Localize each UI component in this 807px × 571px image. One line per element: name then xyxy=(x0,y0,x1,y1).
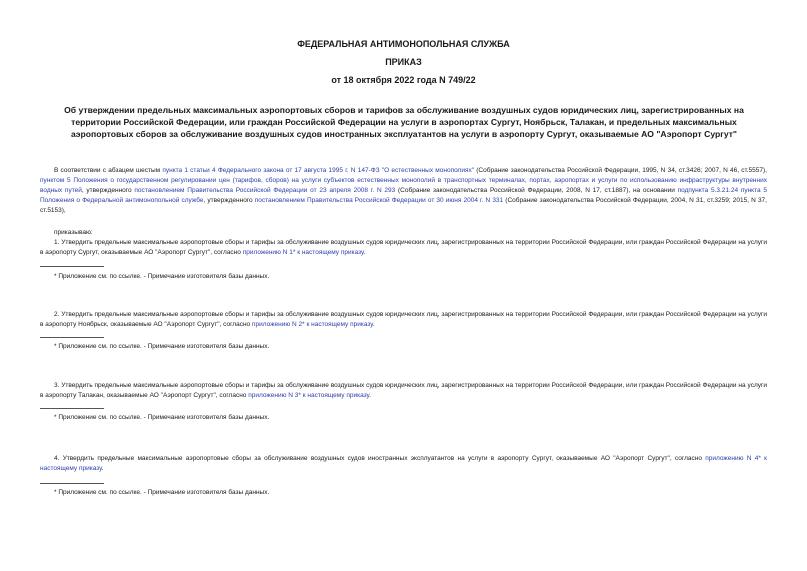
link-appendix-2[interactable]: приложению N 2* к настоящему приказу xyxy=(251,321,373,328)
footnote: * Приложение см. по ссылке. - Примечание изготовителя базы данных. xyxy=(54,414,270,421)
link-appendix-4[interactable]: приложению N 4* к настоящему приказу xyxy=(40,455,767,472)
order-item-4 xyxy=(40,454,767,474)
order-item-text: 2. Утвердить предельные максимальные аэропортовые сборы и тарифы за обслуживание воздушных судов юридических лиц, зарегистрированных на территории Российской Федерации, или граждан Российской Федерации на услуги в аэропорту Ноябрьск, оказываемые АО "Аэропорт Сургут", согласно xyxy=(40,311,767,328)
order-item-text: 1. Утвердить предельные максимальные аэропортовые сборы и тарифы за обслуживание воздушных судов юридических лиц, зарегистрированных на территории Российской Федерации, или граждан Российской Федерации на услуги в аэропорту Сургут, оказываемые АО "Аэропорт Сургут", согласно xyxy=(40,239,767,256)
order-item-text: 4. Утвердить предельные максимальные аэропортовые сборы за обслуживание воздушных судов иностранных эксплуатантов на услуги в аэропорту Сургут, оказываемые АО "Аэропорт Сургут", согласно xyxy=(54,455,706,462)
footnote: * Приложение см. по ссылке. - Примечание изготовителя базы данных. xyxy=(54,343,270,350)
doc-date-number: от 18 октября 2022 года N 749/22 xyxy=(331,75,476,85)
order-item-end: . xyxy=(363,249,366,256)
order-item-end: . xyxy=(372,321,375,328)
order-item-end: . xyxy=(369,392,371,399)
preamble-text: , утвержденного xyxy=(203,197,255,204)
doc-type: ПРИКАЗ xyxy=(385,57,422,67)
order-word: приказываю: xyxy=(54,229,93,236)
footnote-divider xyxy=(40,337,104,338)
order-item-3 xyxy=(40,381,767,401)
footnote: * Приложение см. по ссылке. - Примечание изготовителя базы данных. xyxy=(54,273,270,280)
footnote-divider xyxy=(40,266,104,267)
link-regulation-point5[interactable]: пунктом 5 Положения о государственном регулировании цен (тарифов, сборов) на услуги субъектов естественных монополий в транспортных терминалах, портах, аэропортах и услуги по использованию инфраструктуры внутренних водных путей xyxy=(40,177,767,194)
link-law-147fz[interactable]: пункта 1 статьи 4 Федерального закона от 17 августа 1995 г. N 147-ФЗ "О естественных монополиях" xyxy=(162,167,475,174)
preamble-text: В соответствии с абзацем шестым xyxy=(54,167,163,174)
preamble-text: (Собрание законодательства Российской Федерации, 2008, N 17, ст.1887), на основании xyxy=(395,187,678,194)
footnote-divider xyxy=(40,408,104,409)
link-fas-regulation[interactable]: подпункта 5.3.21.24 пункта 5 Положения о Федеральной антимонопольной службе xyxy=(40,187,767,204)
link-appendix-3[interactable]: приложению N 3* к настоящему приказу xyxy=(248,392,370,399)
order-item-end: . xyxy=(101,465,104,472)
preamble-text: (Собрание законодательства Российской Федерации, 1995, N 34, ст.3426; 2007, N 46, ст.5557), xyxy=(474,167,767,174)
preamble-text: , утвержденного xyxy=(81,187,135,194)
order-item-text: 3. Утвердить предельные максимальные аэропортовые сборы и тарифы за обслуживание воздушных судов юридических лиц, зарегистрированных на территории Российской Федерации, или граждан Российской Федерации на услуги в аэропорту Талакан, оказываемые АО "Аэропорт Сургут", согласно xyxy=(40,382,767,399)
preamble-text: (Собрание законодательства Российской Федерации, 2004, N 31, ст.3259; 2015, N 37, ст.5153), xyxy=(40,197,767,214)
link-resolution-331[interactable]: постановлением Правительства Российской Федерации от 30 июня 2004 г. N 331 xyxy=(254,197,504,204)
order-item-1 xyxy=(40,238,767,258)
order-item-2 xyxy=(40,310,767,330)
footnote-divider xyxy=(40,483,104,484)
link-appendix-1[interactable]: приложению N 1* к настоящему приказу xyxy=(242,249,364,256)
footnote: * Приложение см. по ссылке. - Примечание изготовителя базы данных. xyxy=(54,489,270,496)
doc-title: Об утверждении предельных максимальных аэропортовых сборов и тарифов за обслуживание воздушных судов юридических лиц, зарегистрированных на территории Российской Федерации, или граждан Российской Федерации на услуги в аэропортах Сургут, Ноябрьск, Талакан, и предельных максимальных аэропортовых сборов за обслуживание воздушных судов иностранных эксплуатантов на услуги в аэропорту Сургут, оказываемые АО "Аэропорт Сургут" xyxy=(64,105,744,139)
agency-name: ФЕДЕРАЛЬНАЯ АНТИМОНОПОЛЬНАЯ СЛУЖБА xyxy=(297,39,510,49)
preamble xyxy=(40,166,767,216)
link-resolution-293[interactable]: постановлением Правительства Российской Федерации от 23 апреля 2008 г. N 293 xyxy=(134,187,396,194)
